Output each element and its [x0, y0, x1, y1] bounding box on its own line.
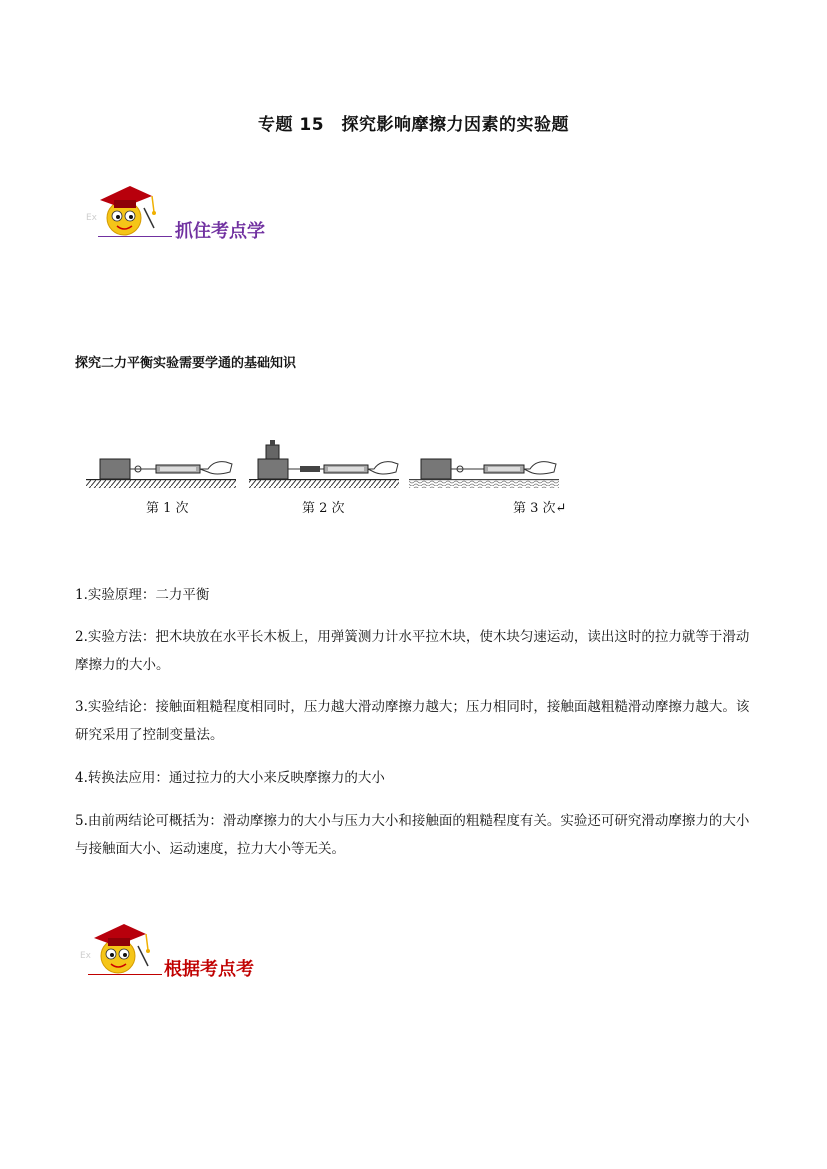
figure-caption-3: 第 3 次↵ — [513, 501, 567, 516]
subheading: 探究二力平衡实验需要学通的基础知识 — [75, 356, 297, 371]
item-3: 3.实验结论：接触面粗糙程度相同时，压力越大滑动摩擦力越大；压力相同时，接触面越粗糙滑动摩擦力越大。该研究采用了控制变量法。 — [75, 699, 750, 743]
section1-heading: 抓住考点学 — [175, 221, 265, 242]
trial-2-apparatus — [249, 440, 399, 488]
item-4: 4.转换法应用：通过拉力的大小来反映摩擦力的大小 — [75, 770, 385, 786]
item-2: 2.实验方法：把木块放在水平长木板上，用弹簧测力计水平拉木块，使木块匀速运动，读出这时的拉力就等于滑动摩擦力的大小。 — [75, 629, 750, 673]
experiment-figure — [86, 432, 562, 492]
trial-1-apparatus — [86, 459, 236, 488]
item-5: 5.由前两结论可概括为：滑动摩擦力的大小与压力大小和接触面的粗糙程度有关。实验还可研究滑动摩擦力的大小与接触面大小、运动速度，拉力大小等无关。 — [75, 813, 750, 857]
section2-heading: 根据考点考 — [164, 959, 254, 980]
svg-text:Ex: Ex — [80, 951, 92, 961]
section1-underline — [98, 236, 172, 237]
figure-caption-1: 第 1 次 — [146, 501, 189, 516]
section2-underline — [88, 974, 162, 975]
item-1: 1.实验原理：二力平衡 — [75, 587, 210, 603]
mascot-icon — [82, 178, 162, 242]
mascot-icon — [76, 916, 156, 980]
trial-3-apparatus — [409, 459, 559, 488]
figure-caption-2: 第 2 次 — [302, 501, 345, 516]
svg-text:Ex: Ex — [86, 213, 98, 223]
page-title: 专题 15 探究影响摩擦力因素的实验题 — [257, 115, 570, 135]
